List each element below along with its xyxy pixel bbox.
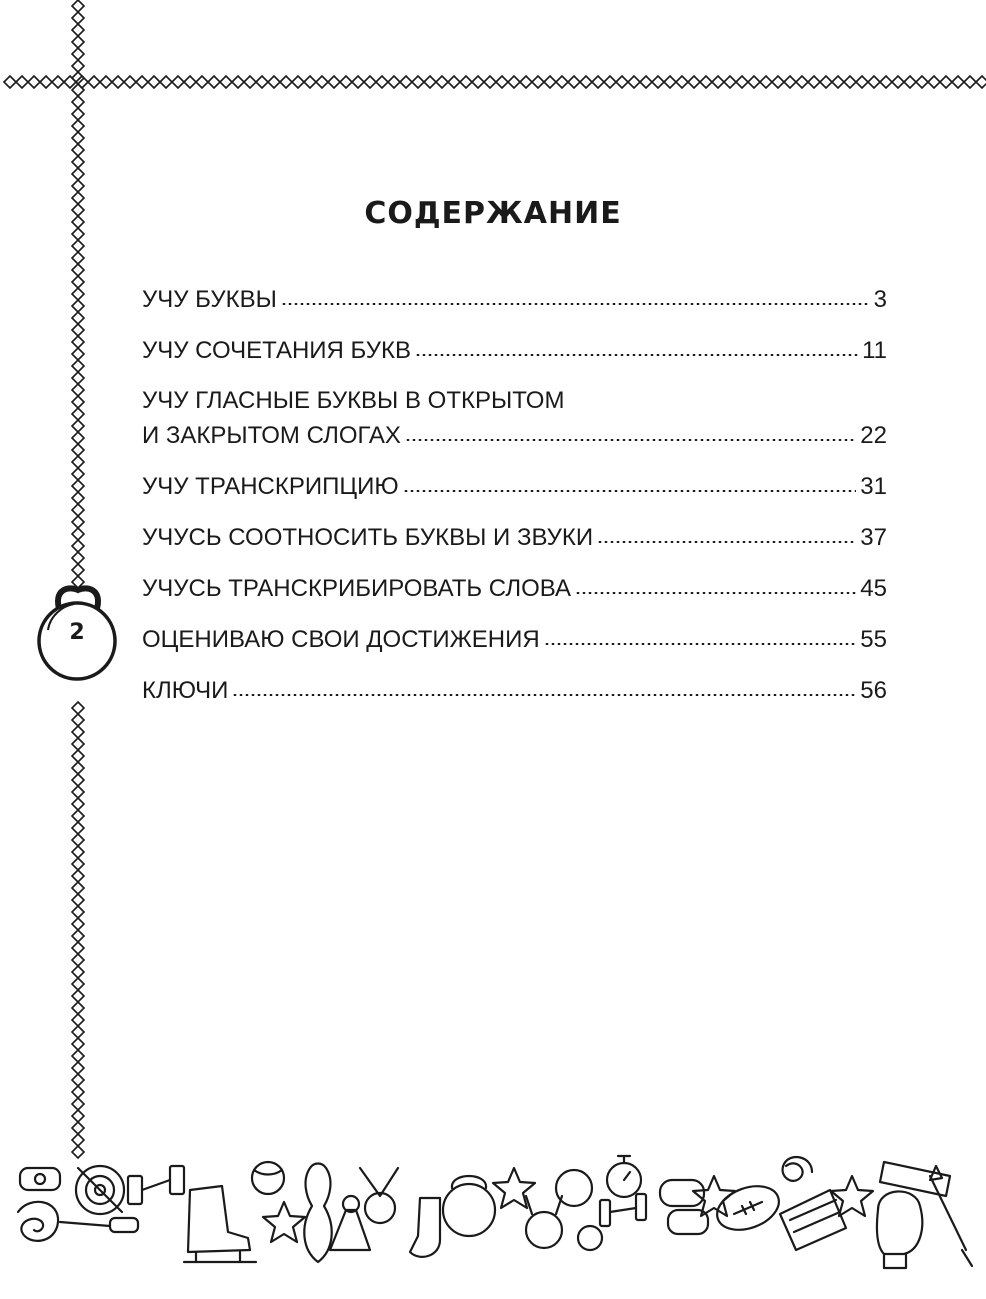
- toc-entry-row: [142, 571, 887, 607]
- flipper-icon: [780, 1190, 846, 1250]
- toc-entry: [142, 520, 887, 556]
- rugby-ball-icon: [711, 1178, 785, 1237]
- toc-entry-title: КЛЮЧИ: [142, 677, 229, 704]
- dumbbell-icon: [128, 1166, 184, 1204]
- medal-icon: [360, 1168, 398, 1223]
- bowling-pin-icon: [304, 1164, 331, 1263]
- toc-dot-leader: [597, 541, 856, 543]
- toc-entry: [142, 469, 887, 505]
- toc-entry: [142, 282, 887, 318]
- spiral-icon: [783, 1157, 812, 1181]
- toc-entry-title: УЧУ ТРАНСКРИПЦИЮ: [142, 473, 399, 500]
- toc-entry-row: [142, 418, 887, 454]
- toc-page-number: 3: [873, 286, 887, 313]
- target-icon: [76, 1166, 124, 1214]
- toc-page-number: 45: [860, 575, 887, 602]
- toc-page-number: 31: [860, 473, 887, 500]
- toc-page-number: 37: [860, 524, 887, 551]
- toc-entry-title: И ЗАКРЫТОМ СЛОГАХ: [142, 422, 401, 449]
- ball-icon: [252, 1162, 284, 1194]
- table-of-contents: [142, 282, 887, 724]
- dart-icon: [930, 1166, 972, 1266]
- toc-entry: [142, 333, 887, 369]
- toc-dot-leader: [544, 643, 857, 645]
- toc-entry-row: [142, 333, 887, 369]
- top-zigzag-border: [4, 76, 986, 88]
- medal-icon: [526, 1196, 562, 1248]
- ice-skate-icon: [184, 1186, 256, 1262]
- toc-page-number: 11: [862, 337, 887, 364]
- toc-entry-row: [142, 520, 887, 556]
- toc-entry-title: ОЦЕНИВАЮ СВОИ ДОСТИЖЕНИЯ: [142, 626, 540, 653]
- toc-dot-leader: [281, 303, 870, 305]
- sock-icon: [410, 1198, 440, 1257]
- stopwatch-icon: [607, 1156, 641, 1197]
- boxing-glove-icon: [877, 1191, 922, 1268]
- toc-dot-leader: [403, 490, 857, 492]
- toc-page-number: 55: [860, 626, 887, 653]
- toc-entry-title: УЧУСЬ СООТНОСИТЬ БУКВЫ И ЗВУКИ: [142, 524, 594, 551]
- toc-entry: [142, 673, 887, 709]
- shuttlecock-icon: [330, 1196, 370, 1250]
- toc-entry-title: УЧУ БУКВЫ: [142, 286, 277, 313]
- dumbbell-icon: [600, 1194, 646, 1226]
- toc-dot-leader: [415, 354, 858, 356]
- toc-entry: [142, 622, 887, 658]
- toc-entry-row: [142, 673, 887, 709]
- left-zigzag-border: [72, 0, 84, 1158]
- toc-entry-title: УЧУ СОЧЕТАНИЯ БУКВ: [142, 337, 411, 364]
- kettlebell-icon: [443, 1176, 495, 1236]
- toc-dot-leader: [575, 592, 856, 594]
- toc-page-number: 56: [860, 677, 887, 704]
- toc-entry-row: [142, 282, 887, 318]
- toc-entry-title: УЧУСЬ ТРАНСКРИБИРОВАТЬ СЛОВА: [142, 575, 571, 602]
- toc-entry-row: [142, 469, 887, 505]
- ball-icon: [556, 1170, 602, 1250]
- whistle-icon: [20, 1168, 60, 1190]
- toc-entry: [142, 571, 887, 607]
- page-number: 2: [69, 620, 85, 645]
- star-icon: [263, 1202, 305, 1242]
- toc-entry: [142, 384, 887, 454]
- page-title: СОДЕРЖАНИЕ: [364, 196, 622, 231]
- goggles-icon: [660, 1180, 708, 1234]
- toc-entry-title-line1: УЧУ ГЛАСНЫЕ БУКВЫ В ОТКРЫТОМ: [142, 387, 565, 414]
- sports-doodle-border: [18, 1156, 972, 1268]
- toc-entry-row: [142, 622, 887, 658]
- toc-dot-leader: [405, 439, 856, 441]
- jump-rope-icon: [18, 1202, 138, 1241]
- toc-dot-leader: [232, 694, 856, 696]
- toc-page-number: 22: [860, 422, 887, 449]
